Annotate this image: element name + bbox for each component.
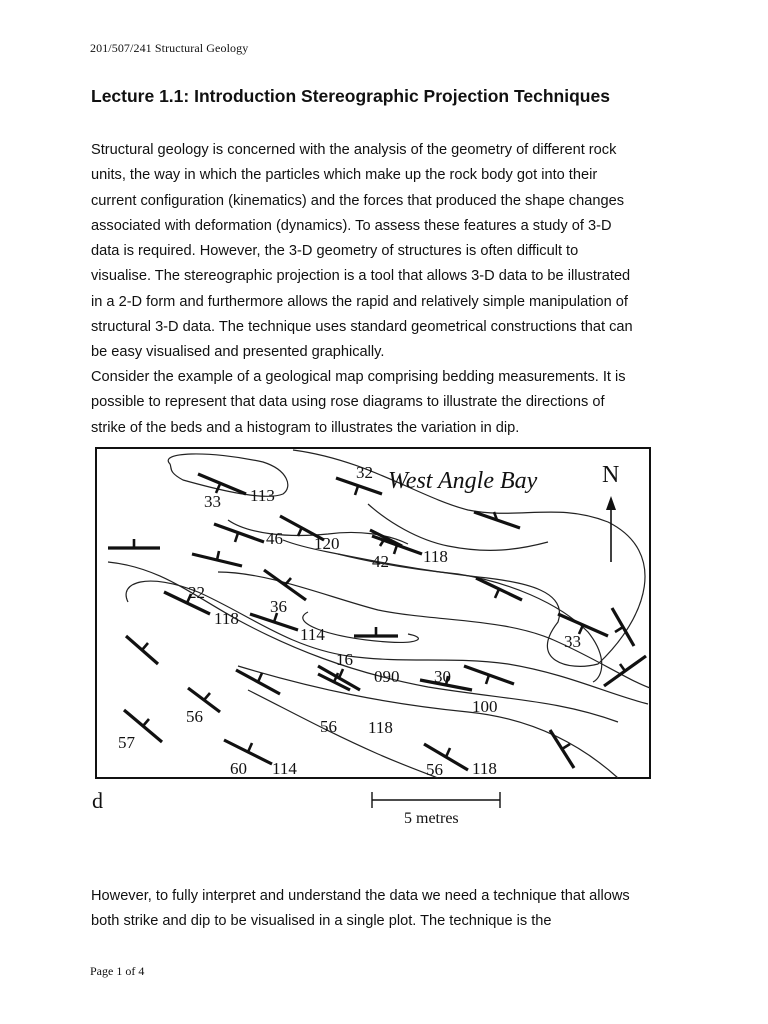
strike-dip-symbol [192,551,242,566]
strike-dip-symbol [550,730,574,768]
text-line: be easy visualised and presented graphically. [91,344,385,361]
strike-label: 118 [472,759,497,778]
strike-dip-symbol [604,656,646,686]
strike-dip-symbol [108,539,160,548]
lecture-title: Lecture 1.1: Introduction Stereographic Projection Techniques [91,86,610,106]
strike-label: 114 [272,759,297,778]
dip-label: 33 [564,632,581,651]
map-title: West Angle Bay [388,468,538,494]
dip-label: 33 [204,492,221,511]
north-label: N [602,462,620,488]
figure-label: d [92,788,103,813]
dip-label: 42 [372,552,389,571]
dip-label: 36 [270,597,287,616]
dip-label: 56 [320,717,337,736]
example-paragraph [91,365,691,441]
strike-dip-symbol [198,474,246,494]
strike-dip-symbol [474,512,520,528]
document-header: 201/507/241 Structural Geology [90,41,249,55]
strike-dip-symbol [126,636,158,664]
strike-label: 114 [300,625,325,644]
strike-dip-symbol [464,666,514,684]
strike-dip-symbol [264,570,306,600]
dip-label: 60 [230,759,247,778]
text-line: Structural geology is concerned with the analysis of the geometry of different rock [91,142,617,158]
strike-label: 100 [472,697,498,716]
strike-dip-symbol [214,524,264,542]
text-line: However, to fully interpret and understand the data we need a technique that allows [91,888,630,904]
text-line: current configuration (kinematics) and the forces that produced the shape changes [91,192,624,209]
map-labels [118,463,581,779]
dip-label: 32 [356,463,373,482]
dip-label: 57 [118,733,135,752]
strike-label: 118 [423,547,448,566]
dip-label: 56 [186,707,203,726]
text-line: associated with deformation (dynamics). To assess these features a study of 3-D [91,217,612,234]
technique-paragraph [91,884,691,935]
text-line: strike of the beds and a histogram to illustrates the variation in dip. [91,419,520,436]
north-arrow-icon [602,462,619,562]
text-line: in a 2-D form and furthermore allows the rapid and relatively simple manipulation of [91,293,628,310]
strike-label: 118 [368,718,393,737]
dip-label: 30 [434,667,451,686]
text-line: visualise. The stereographic projection is a tool that allows 3-D data to be illustrated [91,268,631,285]
strike-label: 118 [214,609,239,628]
scale-bar [372,792,500,827]
strike-dip-symbol [612,608,634,646]
geological-map-figure [88,442,658,834]
dip-label: 56 [426,760,443,779]
strike-dip-symbol [236,670,280,694]
text-line: data is required. However, the 3-D geometry of structures is often difficult to [91,243,579,260]
strike-label: 120 [314,534,340,553]
strike-label: 090 [374,667,400,686]
text-line: both strike and dip to be visualised in a single plot. The technique is the [91,913,552,930]
text-line: possible to represent that data using rose diagrams to illustrate the directions of [91,394,605,411]
text-line: structural 3-D data. The technique uses standard geometrical constructions that can [91,319,633,336]
scale-label: 5 metres [404,810,459,827]
strike-label: 113 [250,486,275,505]
dip-label: 46 [266,529,283,548]
intro-paragraph [91,138,691,366]
dip-label: 16 [336,650,353,669]
text-line: Consider the example of a geological map comprising bedding measurements. It is [91,369,626,385]
text-line: units, the way in which the particles which make up the rock body got into their [91,167,598,184]
dip-label: 22 [188,583,205,602]
strike-dip-symbol [354,627,398,636]
page-number: Page 1 of 4 [90,964,145,978]
